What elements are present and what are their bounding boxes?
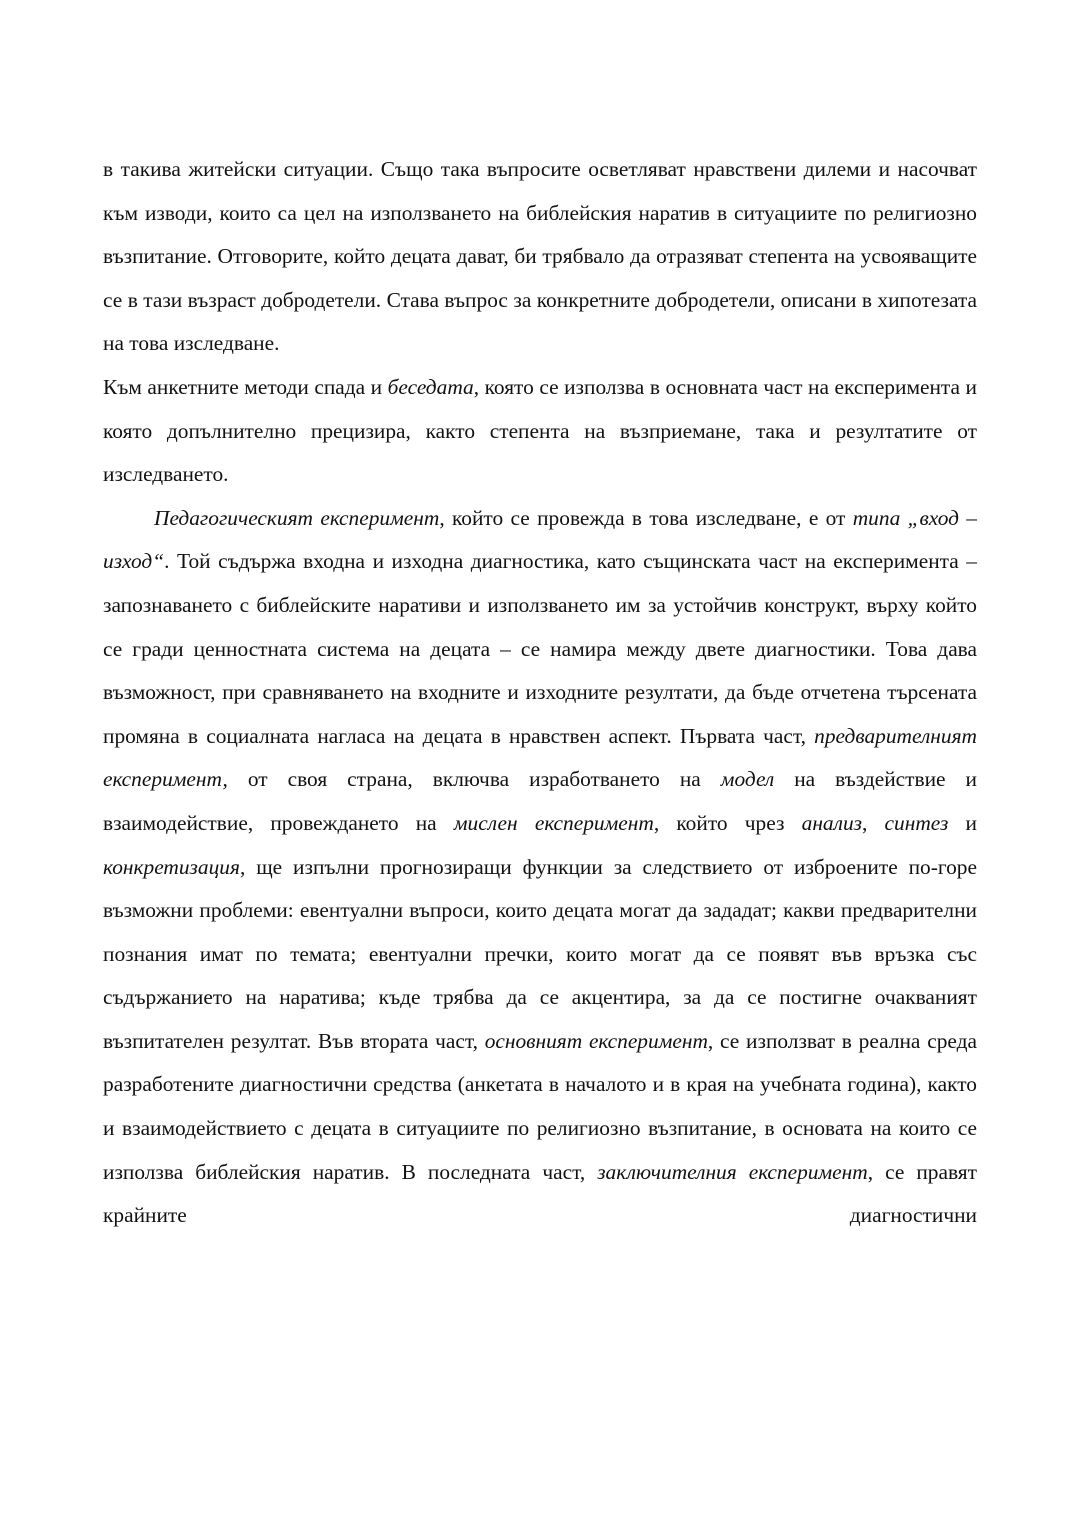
- italic-term-analysis: анализ: [801, 810, 862, 835]
- italic-term-final-experiment: заключителния експеримент: [597, 1159, 868, 1184]
- paragraph-2: [103, 366, 977, 497]
- italic-term-beseda: беседата: [387, 374, 474, 399]
- text-segment: , който се провежда в това изследване, е от: [439, 505, 853, 530]
- italic-term-thought-experiment: мислен експеримент: [453, 810, 654, 835]
- text-segment: , се използват в реална среда разработените диагностични средства (анкетата в началото и в края на учебната година), както и взаимодействието с децата в ситуациите по религиозно възпитание, в основата на които се използва библейския наратив. В последната част,: [103, 1028, 977, 1184]
- text-segment: , която се използва в основната част на експеримента и която допълнително прецизира, както степента на възприемане, така и резултатите от изследването.: [103, 374, 978, 487]
- italic-term-main-experiment: основният експеримент: [484, 1028, 708, 1053]
- text-segment: Към анкетните методи спада и: [103, 374, 388, 399]
- italic-term-concretization: конкретизация: [103, 854, 240, 879]
- italic-term-synthesis: синтез: [884, 810, 949, 835]
- text-segment: от своя страна, включва изработването на: [227, 767, 721, 792]
- body-text: [103, 148, 977, 1238]
- text-segment: , ще изпълни прогнозиращи функции за следствието от изброените по-горе възможни проблеми: евентуални въпроси, които децата могат да зададат; какви предварителни познания имат по темата; евентуални пречки, които могат да се появят във връзка със съдържанието на наратива; къде трябва да се акцентира, за да се постигне очакваният възпитателен резултат. Във втората част,: [103, 854, 977, 1053]
- text-segment: , се правят крайните диагностични: [103, 1159, 977, 1228]
- italic-term-input-output-type: типа „вход – изход“: [103, 505, 977, 574]
- paragraph-3: [103, 497, 977, 1238]
- text-segment: . Той съдържа входна и изходна диагностика, като същинската част на експеримента – запознаването с библейските наративи и използването им за устойчив конструкт, върху който се гради ценностната система на децата – се намира между двете диагностики. Това дава възможност, при сравняването на входните и изходните резултати, да бъде отчетена търсената промяна в социалната нагласа на децата в нравствен аспект. Първата част,: [103, 549, 977, 748]
- paragraph-1: [103, 148, 977, 366]
- italic-term-preliminary-experiment: предварителният експеримент,: [103, 723, 977, 792]
- text-segment: в такива житейски ситуации. Също така въпросите осветляват нравствени дилеми и насочват към изводи, които са цел на използването на библейския наратив в ситуациите по религиозно възпитание. Отговорите, който децата дават, би трябвало да отразяват степента на усвояващите се в тази възраст добродетели. Става въпрос за конкретните добродетели, описани в хипотезата на това изследване.: [103, 157, 977, 356]
- text-segment: и: [948, 810, 977, 835]
- text-segment: на въздействие и взаимодействие, провеждането на: [103, 767, 977, 835]
- text-segment: , който чрез: [653, 810, 802, 835]
- text-segment: ,: [862, 810, 885, 835]
- italic-term-pedagogical-experiment: Педагогическият експеримент: [154, 505, 440, 530]
- italic-term-model: модел: [720, 767, 775, 792]
